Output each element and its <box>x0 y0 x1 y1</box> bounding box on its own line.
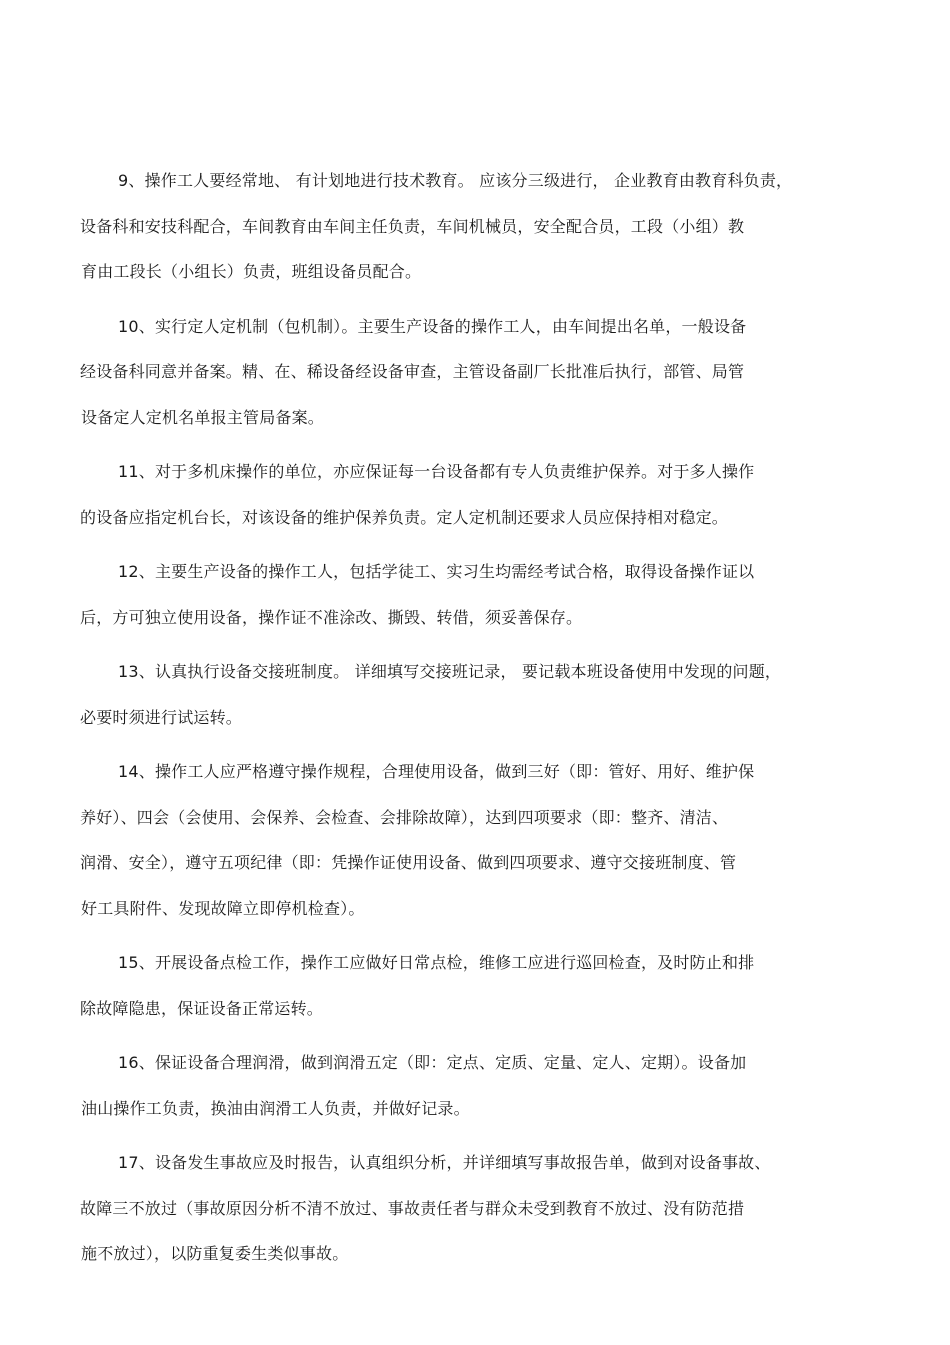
paragraph-item-9 <box>80 166 870 303</box>
paragraph-item-12 <box>80 557 870 648</box>
paragraph-item-15 <box>80 948 870 1039</box>
paragraph-line: 育由工段长（小组长）负责，班组设备员配合。 <box>81 262 422 281</box>
paragraph-item-17 <box>80 1148 870 1285</box>
paragraph-line: 施不放过），以防重复委生类似事故。 <box>81 1244 349 1263</box>
paragraph-line: 10、实行定人定机制（包机制）。主要生产设备的操作工人，由车间提出名单，一般设备 <box>118 316 747 336</box>
paragraph-line: 后，方可独立使用设备，操作证不准涂改、撕毁、转借，须妥善保存。 <box>80 607 583 627</box>
paragraph-line: 故障三不放过（事故原因分析不清不放过、事故责任者与群众未受到教育不放过、没有防范措 <box>80 1198 745 1218</box>
paragraph-line: 11、对于多机床操作的单位，亦应保证每一台设备都有专人负责维护保养。对于多人操作 <box>118 462 755 481</box>
paragraph-line: 必要时须进行试运转。 <box>80 707 243 727</box>
paragraph-line: 养好）、四会（会使用、会保养、会检查、会排除故障），达到四项要求（即：整齐、清洁、 <box>80 807 729 827</box>
paragraph-line: 除故障隐患，保证设备正常运转。 <box>80 998 324 1018</box>
paragraph-line: 润滑、安全），遵守五项纪律（即：凭操作证使用设备、做到四项要求、遵守交接班制度、管 <box>80 853 737 872</box>
paragraph-line: 经设备科同意并备案。精、在、稀设备经设备审查，主管设备副厂长批准后执行，部管、局管 <box>80 362 745 381</box>
paragraph-line: 13、认真执行设备交接班制度。 详细填写交接班记录， 要记载本班设备使用中发现的问题， <box>118 662 782 681</box>
paragraph-line: 好工具附件、发现故障立即停机检查）。 <box>81 898 365 918</box>
paragraph-line: 16、保证设备合理润滑，做到润滑五定（即：定点、定质、定量、定人、定期）。设备加 <box>118 1053 747 1072</box>
paragraph-item-16 <box>80 1048 870 1139</box>
paragraph-line: 17、设备发生事故应及时报告，认真组织分析，并详细填写事故报告单，做到对设备事故、 <box>118 1153 771 1172</box>
paragraph-line: 12、主要生产设备的操作工人，包括学徒工、实习生均需经考试合格，取得设备操作证以 <box>118 562 755 581</box>
paragraph-line: 9、操作工人要经常地、 有计划地进行技术教育。 应该分三级进行， 企业教育由教育科负责， <box>118 171 793 190</box>
paragraph-line: 15、开展设备点检工作，操作工应做好日常点检，维修工应进行巡回检查，及时防止和排 <box>118 953 755 972</box>
paragraph-line: 14、操作工人应严格遵守操作规程，合理使用设备，做到三好（即：管好、用好、维护保 <box>118 762 755 781</box>
paragraph-line: 设备科和安技科配合，车间教育由车间主任负责，车间机械员，安全配合员，工段（小组）教 <box>80 216 745 236</box>
paragraph-line: 油山操作工负责，换油由润滑工人负责，并做好记录。 <box>81 1098 470 1118</box>
paragraph-line: 设备定人定机名单报主管局备案。 <box>81 407 325 427</box>
document-body <box>80 166 870 1294</box>
paragraph-line: 的设备应指定机台长，对该设备的维护保养负责。定人定机制还要求人员应保持相对稳定。 <box>80 507 729 527</box>
paragraph-item-11 <box>80 457 870 548</box>
paragraph-item-10 <box>80 312 870 449</box>
paragraph-item-13 <box>80 657 870 748</box>
paragraph-item-14 <box>80 757 870 939</box>
